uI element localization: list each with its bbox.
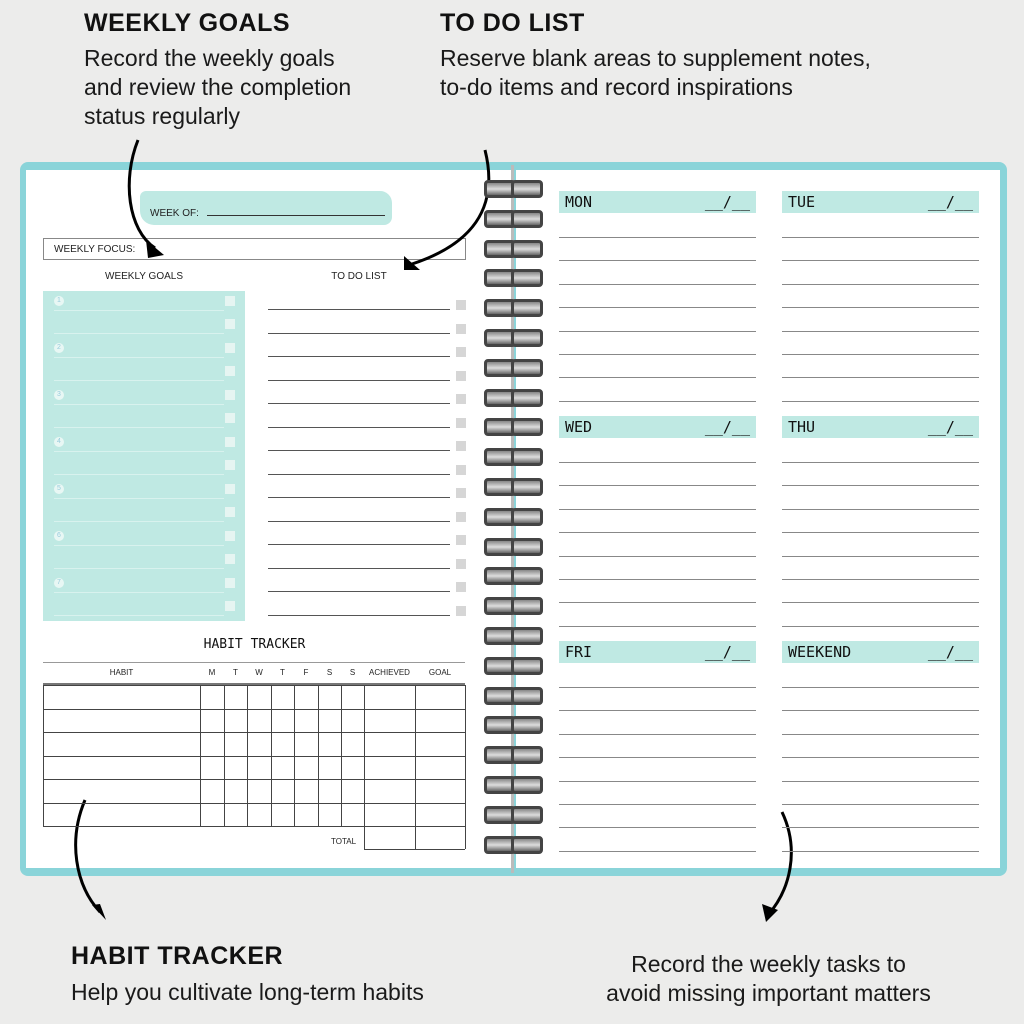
day-line[interactable] <box>782 509 979 510</box>
todo-checkbox[interactable] <box>456 300 466 310</box>
habit-column-header: T <box>280 668 285 677</box>
day-line[interactable] <box>559 804 756 805</box>
habit-cell[interactable] <box>271 709 294 733</box>
habit-tracker-title: HABIT TRACKER <box>203 637 306 652</box>
day-line[interactable] <box>782 687 979 688</box>
habit-cell[interactable] <box>318 685 341 709</box>
habit-column-header: W <box>255 668 263 677</box>
day-line[interactable] <box>782 602 979 603</box>
todo-checkbox[interactable] <box>456 324 466 334</box>
habit-caption: Help you cultivate long-term habits <box>71 979 424 1005</box>
habit-cell[interactable] <box>43 732 200 756</box>
total-col-line <box>364 826 365 849</box>
habit-column-header: ACHIEVED <box>369 668 410 677</box>
day-line[interactable] <box>559 532 756 533</box>
habit-cell[interactable] <box>200 756 224 780</box>
habit-cell[interactable] <box>341 709 364 733</box>
total-col-line <box>465 826 466 849</box>
day-line[interactable] <box>559 401 756 402</box>
habit-cell[interactable] <box>294 803 318 827</box>
day-line[interactable] <box>559 710 756 711</box>
day-line[interactable] <box>559 556 756 557</box>
total-bottom-line <box>364 849 465 850</box>
goal-checkbox[interactable] <box>225 413 235 423</box>
day-line[interactable] <box>782 331 979 332</box>
habit-cell[interactable] <box>341 732 364 756</box>
habit-cell[interactable] <box>364 732 415 756</box>
goal-checkbox[interactable] <box>225 531 235 541</box>
goal-checkbox[interactable] <box>225 554 235 564</box>
todo-line[interactable] <box>268 544 450 545</box>
spiral-ring <box>511 418 543 436</box>
habit-column-header: T <box>233 668 238 677</box>
habit-cell[interactable] <box>43 803 200 827</box>
weekly-focus-label: WEEKLY FOCUS: <box>54 244 136 255</box>
habit-cell[interactable] <box>247 685 271 709</box>
spiral-ring <box>511 716 543 734</box>
habit-cell[interactable] <box>271 732 294 756</box>
spiral-ring <box>511 359 543 377</box>
goal-line <box>54 427 224 428</box>
habit-cell[interactable] <box>271 803 294 827</box>
caption-line: avoid missing important matters <box>606 980 931 1006</box>
day-line[interactable] <box>782 757 979 758</box>
habit-caption-title: HABIT TRACKER <box>71 942 284 970</box>
day-line[interactable] <box>559 687 756 688</box>
todo-line[interactable] <box>268 615 450 616</box>
habit-col-line <box>364 685 365 826</box>
day-name: MON <box>565 193 593 211</box>
day-line[interactable] <box>559 307 756 308</box>
goal-line <box>54 568 224 569</box>
habit-cell[interactable] <box>200 779 224 803</box>
habit-cell[interactable] <box>341 779 364 803</box>
caption-line: Record the weekly tasks to <box>631 951 906 977</box>
total-col-line <box>415 826 416 849</box>
todo-checkbox[interactable] <box>456 559 466 569</box>
todo-line[interactable] <box>268 521 450 522</box>
habit-cell[interactable] <box>415 779 465 803</box>
goal-checkbox[interactable] <box>225 437 235 447</box>
goal-number: 4 <box>54 437 64 447</box>
day-line[interactable] <box>559 851 756 852</box>
habit-cell[interactable] <box>43 709 200 733</box>
day-line[interactable] <box>782 827 979 828</box>
goal-line <box>54 592 224 593</box>
habit-cell[interactable] <box>224 685 247 709</box>
habit-cell[interactable] <box>294 732 318 756</box>
caption-line: Reserve blank areas to supplement notes, <box>440 45 871 71</box>
spiral-ring <box>511 776 543 794</box>
habit-cell[interactable] <box>200 709 224 733</box>
habit-cell[interactable] <box>224 732 247 756</box>
goal-number: 5 <box>54 484 64 494</box>
habit-cell[interactable] <box>415 803 465 827</box>
day-line[interactable] <box>782 804 979 805</box>
spiral-ring <box>511 180 543 198</box>
habit-col-line <box>415 685 416 826</box>
habit-cell[interactable] <box>341 756 364 780</box>
day-line[interactable] <box>782 284 979 285</box>
day-line[interactable] <box>559 354 756 355</box>
day-line[interactable] <box>559 579 756 580</box>
habit-cell[interactable] <box>294 685 318 709</box>
caption-line: Record the weekly goals <box>84 45 335 71</box>
todo-checkbox[interactable] <box>456 465 466 475</box>
habit-cell[interactable] <box>271 779 294 803</box>
todo-checkbox[interactable] <box>456 371 466 381</box>
habit-cell[interactable] <box>364 709 415 733</box>
goal-number: 3 <box>54 390 64 400</box>
day-line[interactable] <box>782 734 979 735</box>
habit-cell[interactable] <box>318 732 341 756</box>
spiral-ring <box>511 746 543 764</box>
habit-cell[interactable] <box>364 779 415 803</box>
habit-column-header: F <box>303 668 309 677</box>
goal-checkbox[interactable] <box>225 578 235 588</box>
todo-line[interactable] <box>268 356 450 357</box>
goal-line <box>54 333 224 334</box>
habit-cell[interactable] <box>224 779 247 803</box>
todo-checkbox[interactable] <box>456 441 466 451</box>
goal-number: 6 <box>54 531 64 541</box>
goal-line <box>54 615 224 616</box>
todo-line[interactable] <box>268 450 450 451</box>
habit-cell[interactable] <box>247 803 271 827</box>
spiral-ring <box>511 836 543 854</box>
habit-column-header: HABIT <box>109 668 134 677</box>
habit-col-line <box>271 685 272 826</box>
todo-heading: TO DO LIST <box>331 271 387 282</box>
spiral-ring <box>511 269 543 287</box>
todo-line[interactable] <box>268 591 450 592</box>
spiral-ring <box>511 597 543 615</box>
day-line[interactable] <box>559 331 756 332</box>
day-header-mon <box>559 191 756 213</box>
day-line[interactable] <box>559 827 756 828</box>
goal-checkbox[interactable] <box>225 507 235 517</box>
habit-cell[interactable] <box>200 732 224 756</box>
caption-line: and review the completion <box>84 74 352 100</box>
goal-line <box>54 357 224 358</box>
goal-checkbox[interactable] <box>225 460 235 470</box>
spiral-ring <box>511 687 543 705</box>
todo-line[interactable] <box>268 403 450 404</box>
habit-cell[interactable] <box>247 756 271 780</box>
habit-cell[interactable] <box>224 756 247 780</box>
habit-cell[interactable] <box>43 685 200 709</box>
habit-cell[interactable] <box>247 732 271 756</box>
goal-checkbox[interactable] <box>225 484 235 494</box>
day-line[interactable] <box>782 579 979 580</box>
habit-cell[interactable] <box>318 803 341 827</box>
spiral-ring <box>511 210 543 228</box>
day-name: THU <box>788 418 816 436</box>
day-name: WEEKEND <box>788 643 852 661</box>
habit-col-line <box>318 685 319 826</box>
todo-line[interactable] <box>268 333 450 334</box>
day-line[interactable] <box>559 237 756 238</box>
goal-line <box>54 521 224 522</box>
habit-column-header: GOAL <box>428 668 452 677</box>
goal-line <box>54 404 224 405</box>
habit-col-line <box>200 685 201 826</box>
todo-line[interactable] <box>268 309 450 310</box>
week-of-label: WEEK OF: <box>150 208 199 219</box>
habit-cell[interactable] <box>341 685 364 709</box>
weekly-goals-heading: WEEKLY GOALS <box>105 271 183 282</box>
day-line[interactable] <box>782 532 979 533</box>
habit-col-line <box>224 685 225 826</box>
goal-checkbox[interactable] <box>225 366 235 376</box>
habit-cell[interactable] <box>341 803 364 827</box>
habit-col-line <box>247 685 248 826</box>
habit-cell[interactable] <box>43 756 200 780</box>
todo-checkbox[interactable] <box>456 418 466 428</box>
habit-cell[interactable] <box>224 803 247 827</box>
day-line[interactable] <box>559 602 756 603</box>
spiral-ring <box>511 448 543 466</box>
spiral-ring <box>511 299 543 317</box>
habit-column-header: S <box>326 668 333 677</box>
todo-checkbox[interactable] <box>456 512 466 522</box>
day-line[interactable] <box>782 485 979 486</box>
habit-cell[interactable] <box>224 709 247 733</box>
day-line[interactable] <box>782 556 979 557</box>
todo-line[interactable] <box>268 568 450 569</box>
caption-line: to-do items and record inspirations <box>440 74 793 100</box>
goal-number: 1 <box>54 296 64 306</box>
todo-line[interactable] <box>268 380 450 381</box>
habit-cell[interactable] <box>247 709 271 733</box>
day-date[interactable]: __/__ <box>704 418 750 436</box>
day-header-wed <box>559 416 756 438</box>
day-line[interactable] <box>559 485 756 486</box>
habit-cell[interactable] <box>43 779 200 803</box>
day-name: TUE <box>788 193 816 211</box>
total-label: TOTAL <box>331 837 357 846</box>
day-line[interactable] <box>782 626 979 627</box>
day-line[interactable] <box>559 377 756 378</box>
day-line[interactable] <box>782 781 979 782</box>
habit-col-line <box>341 685 342 826</box>
goal-line <box>54 310 224 311</box>
day-line[interactable] <box>559 757 756 758</box>
todo-checkbox[interactable] <box>456 606 466 616</box>
habit-cell[interactable] <box>271 685 294 709</box>
habit-cell[interactable] <box>364 756 415 780</box>
todo-checkbox[interactable] <box>456 535 466 545</box>
day-line[interactable] <box>559 734 756 735</box>
spiral-ring <box>511 508 543 526</box>
day-name: WED <box>565 418 593 436</box>
day-line[interactable] <box>559 260 756 261</box>
habit-col-line <box>465 685 466 826</box>
todo-checkbox[interactable] <box>456 347 466 357</box>
habit-col-line <box>43 685 44 826</box>
habit-cell[interactable] <box>415 685 465 709</box>
day-date[interactable]: __/__ <box>927 193 973 211</box>
day-header-fri <box>559 641 756 663</box>
spiral-ring <box>511 240 543 258</box>
spiral-ring <box>511 806 543 824</box>
goal-line <box>54 380 224 381</box>
day-header-weekend <box>782 641 979 663</box>
goal-checkbox[interactable] <box>225 601 235 611</box>
day-header-thu <box>782 416 979 438</box>
day-name: FRI <box>565 643 593 661</box>
goal-number: 7 <box>54 578 64 588</box>
habit-col-line <box>294 685 295 826</box>
day-date[interactable]: __/__ <box>927 643 973 661</box>
goal-line <box>54 474 224 475</box>
spiral-ring <box>511 329 543 347</box>
day-line[interactable] <box>782 237 979 238</box>
habit-cell[interactable] <box>271 756 294 780</box>
day-date[interactable]: __/__ <box>704 193 750 211</box>
day-date[interactable]: __/__ <box>927 418 973 436</box>
day-date[interactable]: __/__ <box>704 643 750 661</box>
goal-number: 2 <box>54 343 64 353</box>
habit-cell[interactable] <box>200 803 224 827</box>
todo-checkbox[interactable] <box>456 488 466 498</box>
day-line[interactable] <box>559 626 756 627</box>
habit-column-header: S <box>349 668 356 677</box>
spiral-ring <box>511 567 543 585</box>
weekly-goals-caption-title: WEEKLY GOALS <box>84 9 291 37</box>
habit-cell[interactable] <box>294 756 318 780</box>
goal-line <box>54 451 224 452</box>
goal-checkbox[interactable] <box>225 319 235 329</box>
day-line[interactable] <box>782 710 979 711</box>
todo-line[interactable] <box>268 474 450 475</box>
habit-cell[interactable] <box>415 709 465 733</box>
habit-column-header: M <box>208 668 216 677</box>
habit-cell[interactable] <box>364 685 415 709</box>
todo-checkbox[interactable] <box>456 582 466 592</box>
spiral-ring <box>511 389 543 407</box>
day-line[interactable] <box>559 462 756 463</box>
day-line[interactable] <box>782 377 979 378</box>
habit-cell[interactable] <box>415 732 465 756</box>
spiral-ring <box>511 478 543 496</box>
todo-line[interactable] <box>268 427 450 428</box>
arrow-icon <box>412 150 489 264</box>
habit-cell[interactable] <box>247 779 271 803</box>
habit-cell[interactable] <box>200 685 224 709</box>
habit-cell[interactable] <box>294 779 318 803</box>
arrow-icon <box>129 140 155 248</box>
day-line[interactable] <box>782 401 979 402</box>
todo-caption-title: TO DO LIST <box>440 9 585 37</box>
habit-cell[interactable] <box>364 803 415 827</box>
goal-line <box>54 498 224 499</box>
goal-checkbox[interactable] <box>225 390 235 400</box>
goal-checkbox[interactable] <box>225 296 235 306</box>
day-header-tue <box>782 191 979 213</box>
goal-line <box>54 545 224 546</box>
day-line[interactable] <box>559 781 756 782</box>
todo-line[interactable] <box>268 497 450 498</box>
habit-cell[interactable] <box>294 709 318 733</box>
caption-line: status regularly <box>84 103 240 129</box>
habit-cell[interactable] <box>318 709 341 733</box>
todo-checkbox[interactable] <box>456 394 466 404</box>
spiral-ring <box>511 538 543 556</box>
day-line[interactable] <box>559 284 756 285</box>
day-line[interactable] <box>782 462 979 463</box>
day-line[interactable] <box>782 354 979 355</box>
spiral-ring <box>511 657 543 675</box>
day-line[interactable] <box>559 509 756 510</box>
goal-checkbox[interactable] <box>225 343 235 353</box>
spiral-ring <box>511 627 543 645</box>
day-line[interactable] <box>782 851 979 852</box>
habit-cell[interactable] <box>415 756 465 780</box>
habit-row-line <box>43 826 465 827</box>
day-line[interactable] <box>782 307 979 308</box>
habit-cell[interactable] <box>318 756 341 780</box>
day-line[interactable] <box>782 260 979 261</box>
habit-cell[interactable] <box>318 779 341 803</box>
